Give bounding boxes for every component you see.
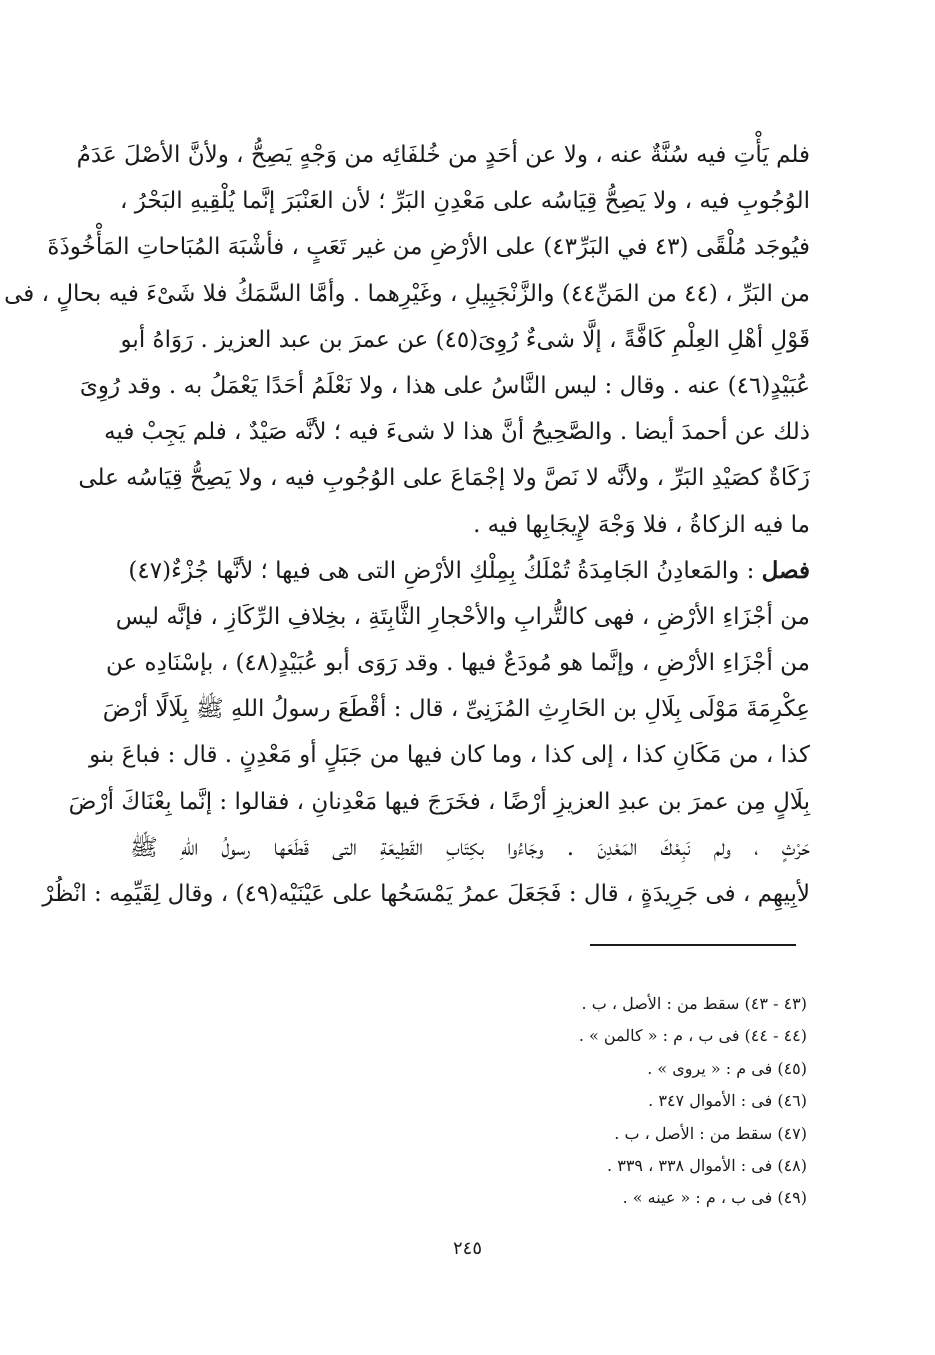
text-line: حَرْثٍ ، ولم نَبِعْكَ المَعْدِنَ . وجَاءُوا بكِتَابِ القَطِيعَةِ التى قَطَعَها رسولُ اللهِ ﷺ (130, 834, 810, 861)
text-line: بِلَالٍ مِن عمرَ بن عبدِ العزيزِ أرْضًا ، فخَرَجَ فيها مَعْدِنانِ ، فقالوا : إنَّما بِعْنَاكَ أرْضَ (68, 788, 810, 815)
text-line: من البَرِّ ، (٤٤ من المَنِّ٤٤) والزَّنْجَبِيلِ ، وغَيْرِهما . وأمَّا السَّمَكُ فلا شَىْءَ فيه بحالٍ ، فى (4, 280, 810, 307)
footnote-divider (590, 944, 796, 946)
text-line: عُبَيْدٍ(٤٦) عنه . وقال : ليس النَّاسُ على هذا ، ولا نَعْلَمُ أحَدًا يَعْمَلُ به . وقد رُوِىَ (79, 372, 810, 399)
text-line: عِكْرِمَةَ مَوْلَى بِلَالِ بن الحَارِثِ المُزَنِىِّ ، قال : أقْطَعَ رسولُ اللهِ ﷺ بِلَالًا أرْضَ (102, 696, 810, 723)
footnote: (٤٧) سقط من : الأصل ، ب . (614, 1123, 807, 1143)
footnote: (٤٩) فى ب ، م : « عينه » . (622, 1188, 807, 1208)
text-line: ما فيه الزكاةُ ، فلا وَجْهَ لإِيجَابِها فيه . (473, 511, 810, 538)
text-line: قَوْلِ أهْلِ العِلْمِ كَافَّةً ، إلَّا شىءٌ رُوِىَ(٤٥) عن عمرَ بن عبد العزيز . رَوَاهُ أبو (120, 326, 810, 353)
fasl-line-text: : والمَعادِنُ الجَامِدَةُ تُمْلَكُ بِمِلْكِ الأرْضِ التى هى فيها ؛ لأنَّها جُزْءٌ(٤٧) (128, 557, 762, 584)
text-line: ذلك عن أحمدَ أيضا . والصَّحِيحُ أنَّ هذا لا شىءَ فيه ؛ لأنَّه صَيْدٌ ، فلم يَجِبْ فيه (104, 419, 810, 446)
footnote: (٤٣ - ٤٣) سقط من : الأصل ، ب . (581, 994, 807, 1013)
text-line: من أجْزَاءِ الأرْضِ ، وإنَّما هو مُودَعٌ فيها . وقد رَوَى أبو عُبَيْدٍ(٤٨) ، بإسْنَادِه عن (105, 650, 810, 677)
footnote: (٤٨) فى : الأموال ٣٣٨ ، ٣٣٩ . (607, 1155, 807, 1175)
footnotes-block (387, 988, 807, 1215)
text-line: من أجْزَاءِ الأرْضِ ، فهى كالتُّرابِ والأحْجارِ الثَّابِتَةِ ، بخِلافِ الرِّكَازِ ، فإنَّه ليس (115, 603, 810, 630)
text-line: الوُجُوبِ فيه ، ولا يَصِحُّ قِيَاسُه على مَعْدِنِ البَرِّ ؛ لأن العَنْبَرَ إنَّما يُلْقِيهِ البَحْرُ ، (120, 188, 810, 215)
fasl-paragraph-first-line (130, 548, 810, 594)
footnote: (٤٥) فى م : « يروى » . (647, 1058, 807, 1078)
page-number: ٢٤٥ (452, 1238, 482, 1259)
text-line: لأبِيهِم ، فى جَرِيدَةٍ ، قال : فَجَعَلَ عمرُ يَمْسَحُها على عَيْنَيْه(٤٩) ، وقال لِقَيِّمِه : انْظُرْ (42, 881, 810, 907)
text-line: فلم يَأْتِ فيه سُنَّةٌ عنه ، ولا عن أحَدٍ من خُلفَائِه من وَجْهٍ يَصِحُّ ، ولأنَّ الأصْلَ عَدَمُ (76, 142, 810, 168)
text-line: كذا ، من مَكَانِ كذا ، إلى كذا ، وما كان فيها من جَبَلٍ أو مَعْدِنٍ . قال : فباعَ بنو (89, 742, 810, 769)
footnote: (٤٦) فى : الأموال ٣٤٧ . (648, 1091, 807, 1111)
main-text-body (4, 132, 810, 917)
text-line: فيُوجَد مُلْقًى (٤٣ في البَرِّ٤٣) على الأرْضِ من غير تَعَبٍ ، فأشْبَهَ المُبَاحاتِ المَأْخُوذَةَ (47, 234, 810, 261)
fasl-label: فصل (761, 556, 810, 584)
footnote: (٤٤ - ٤٤) فى ب ، م : « كالمن » . (578, 1026, 807, 1046)
text-line: زَكَاةٌ كصَيْدِ البَرِّ ، ولأنَّه لا نَصَّ ولا إجْمَاعَ على الوُجُوبِ فيه ، ولا يَصِحُّ قِيَاسُه على (78, 465, 810, 492)
